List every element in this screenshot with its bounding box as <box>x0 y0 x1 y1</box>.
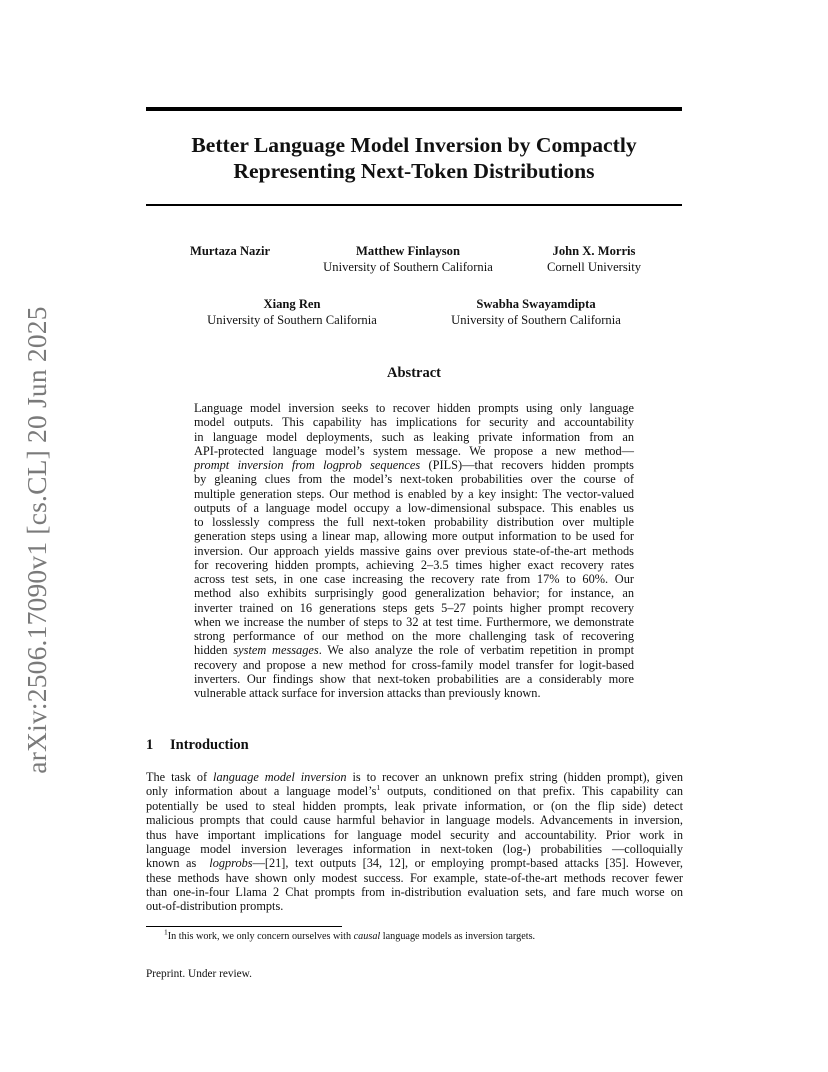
paper-title <box>146 132 682 184</box>
abstract-text: (PILS)—that recovers hidden prompts <box>420 458 634 472</box>
intro-text: only information about a language model’s <box>146 784 377 799</box>
footnote-emphasis: causal <box>353 931 381 942</box>
abstract-line: to losslessly compress the full next-token probability distribution over multiple <box>194 515 634 529</box>
abstract-emphasis: prompt inversion from logprob sequences <box>194 458 421 472</box>
intro-line: language model inversion leverages information in next-token (log-) probabilities —colloquially <box>146 841 683 856</box>
intro-text: outputs, conditioned on that prefix. This capability can <box>380 784 684 799</box>
abstract-line: API-protected language model’s system message. We propose a new method— <box>194 443 634 458</box>
abstract-body <box>194 401 634 700</box>
section-heading-introduction <box>146 737 249 754</box>
abstract-text: hidden <box>194 643 234 658</box>
intro-line: thus have important implications for language model security and accountability. Prior work in <box>146 827 683 842</box>
abstract-line: method also exhibits surprisingly good generalization behavior; for instance, an <box>194 586 634 601</box>
intro-line: potentially be used to steal hidden prompts, leak private information, or (on the flip side) detect <box>146 798 683 813</box>
section-title: Introduction <box>170 737 249 753</box>
arxiv-identifier-stamp: arXiv:2506.17090v1 [cs.CL] 20 Jun 2025 <box>21 306 52 774</box>
intro-text: The task of <box>146 770 214 784</box>
title-line-2: Representing Next-Token Distributions <box>233 159 595 183</box>
abstract-heading: Abstract <box>387 365 441 381</box>
author-affiliation: University of Southern California <box>207 313 377 327</box>
intro-line <box>146 770 683 784</box>
abstract-line: vulnerable attack surface for inversion attacks than previously known. <box>194 686 541 700</box>
abstract-line <box>194 643 634 657</box>
intro-line: these methods have shown only modest success. For example, state-of-the-art methods recover fewer <box>146 870 683 885</box>
author-name: Swabha Swayamdipta <box>476 297 596 311</box>
abstract-line: model outputs. This capability has implications for security and accountability <box>194 415 634 430</box>
abstract-line <box>194 458 634 472</box>
author-name: Matthew Finlayson <box>356 244 460 258</box>
abstract-line: recovery and propose a new method for cross-family model transfer for logit-based <box>194 657 634 672</box>
abstract-line: inverter trained on 16 generations steps gets 5–27 points higher prompt recovery <box>194 600 634 615</box>
intro-emphasis: logprobs <box>209 856 253 871</box>
abstract-line: across test sets, in one case increasing the recovery rate from 17% to 60%. Our <box>194 572 634 586</box>
abstract-line: inversion. Our approach yields massive gains over previous state-of-the-art methods <box>194 543 634 558</box>
title-line-1: Better Language Model Inversion by Compactly <box>191 133 637 157</box>
intro-emphasis: language model inversion <box>213 770 347 784</box>
author-name: Xiang Ren <box>263 297 321 311</box>
intro-line: than one-in-four Llama 2 Chat prompts from in-distribution evaluation sets, and fare much worse on <box>146 885 683 899</box>
author-block-morris <box>526 243 662 275</box>
introduction-paragraph <box>146 770 683 914</box>
abstract-line: inverters. Our findings show that next-token probabilities are a considerably more <box>194 671 634 686</box>
footnote-mark: 1 <box>164 927 168 937</box>
footnote-rule <box>146 926 342 927</box>
intro-line <box>146 784 683 798</box>
author-block-ren <box>182 296 402 328</box>
abstract-line: Language model inversion seeks to recover hidden prompts using only language <box>194 401 634 415</box>
footnote-text: language models as inversion targets. <box>380 931 536 942</box>
title-top-rule <box>146 107 682 111</box>
title-bottom-rule <box>146 204 682 206</box>
footnote <box>164 927 536 943</box>
abstract-line: for recovering hidden prompts, achieving 2–3.5 times higher exact recovery rates <box>194 557 634 572</box>
author-block-nazir <box>170 243 290 259</box>
abstract-line: in language model deployments, such as leaking private information from an <box>194 429 634 444</box>
intro-line: malicious prompts that could cause harmful behavior in language models. Advancements in inversion, <box>146 813 683 828</box>
abstract-line: when we increase the number of steps to 32 at test time. Furthermore, we demonstrate <box>194 614 634 629</box>
author-name: Murtaza Nazir <box>189 244 271 258</box>
intro-text: is to recover an unknown prefix string (hidden prompt), given <box>346 770 683 784</box>
abstract-emphasis: system messages <box>233 643 319 658</box>
section-number: 1 <box>146 737 154 753</box>
intro-text: known as <box>146 856 210 871</box>
author-name: John X. Morris <box>552 244 636 258</box>
author-block-finlayson <box>298 243 518 275</box>
abstract-line: generation steps using a linear map, allowing more output information to be used for <box>194 529 634 544</box>
abstract-line: outputs of a language model occupy a low-dimensional subspace. This enables us <box>194 500 634 515</box>
intro-text: —[21], text outputs [34, 12], or employing prompt-based attacks [35]. However, <box>252 856 683 871</box>
abstract-text: . We also analyze the role of verbatim repetition in prompt <box>318 643 634 658</box>
abstract-line: strong performance of our method on the more challenging task of recovering <box>194 629 634 643</box>
intro-line: out-of-distribution prompts. <box>146 899 284 914</box>
footnote-text: In this work, we only concern ourselves with <box>167 931 354 942</box>
author-block-swayamdipta <box>426 296 646 328</box>
footnote-reference[interactable]: 1 <box>376 783 381 793</box>
author-affiliation: University of Southern California <box>323 260 493 274</box>
abstract-line: by gleaning clues from the model’s next-token probabilities over the course of <box>194 472 634 487</box>
author-affiliation: University of Southern California <box>451 313 621 327</box>
intro-line <box>146 856 683 870</box>
preprint-note: Preprint. Under review. <box>146 968 252 980</box>
author-affiliation: Cornell University <box>546 260 642 274</box>
abstract-line: multiple generation steps. Our method is enabled by a key insight: The vector-valued <box>194 486 634 501</box>
